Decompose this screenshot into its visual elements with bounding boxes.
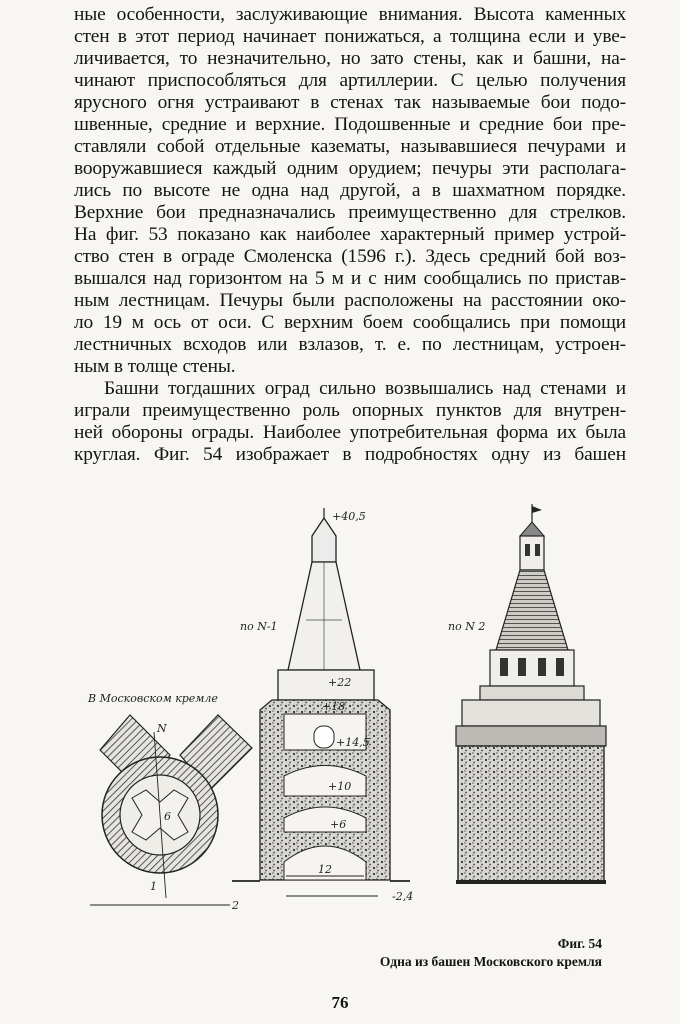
plan-label: В Московском кремле xyxy=(88,692,218,705)
text-line: Верхние бои предназначались преимущественно для стрелков. xyxy=(74,202,626,223)
text-line: Башни тогдашних оград сильно возвышались над стенами и xyxy=(104,378,626,399)
tower-figure xyxy=(60,500,620,920)
text-line: лестничных всходов или взлазов, т. е. по лестницам, устроен- xyxy=(74,334,626,355)
text-line: играли преимущественно роль опорных пунктов для внутрен- xyxy=(74,400,626,421)
text-line: ло 19 м ось от оси. С верхним боем сообщались при помощи xyxy=(74,312,626,333)
ground-mark: -2,4 xyxy=(392,890,414,903)
text-line: ней обороны ограды. Наиболее употребительная форма их была xyxy=(74,422,626,443)
text-line: вышался над горизонтом на 5 м и с ним сообщались по пристав- xyxy=(74,268,626,289)
text-line: ным лестницам. Печуры были расположены на расстоянии око- xyxy=(74,290,626,311)
text-line: швенные, средние и верхние. Подошвенные и средние бои пре- xyxy=(74,114,626,135)
plan-axis-6: 6 xyxy=(164,810,171,823)
text-line: круглая. Фиг. 54 изображает в подробностях одну из башен xyxy=(74,444,626,465)
text-line: стен в этот период начинает понижаться, а толщина если и уве- xyxy=(74,26,626,47)
plan-axis-1: 1 xyxy=(150,880,157,893)
tower-section-drawing xyxy=(232,508,413,903)
text-line: На фиг. 53 показано как наиболее характерный пример устрой- xyxy=(74,224,626,245)
text-line: чинают приспособляться для артиллерии. С целью получения xyxy=(74,70,626,91)
plan-axis-2: 2 xyxy=(232,899,239,912)
height-mark-18: +18 xyxy=(322,700,346,713)
body-text xyxy=(74,4,626,466)
width-mark: 12 xyxy=(318,863,332,876)
figure-caption: Одна из башен Московского кремля xyxy=(379,954,602,969)
text-line: ставляли собой отдельные казематы, называвшиеся печурами и xyxy=(74,136,626,157)
section-label: по N-1 xyxy=(240,620,278,633)
text-line: ные особенности, заслуживающие внимания. Высота каменных xyxy=(74,4,626,25)
top-height-mark: +40,5 xyxy=(332,510,366,523)
text-line: личивается, то незначительно, но зато стены, как и башни, на- xyxy=(74,48,626,69)
height-mark-14-5: +14,5 xyxy=(336,736,370,749)
height-mark-22: +22 xyxy=(328,676,352,689)
elevation-label: по N 2 xyxy=(448,620,486,633)
figure-label: Фиг. 54 xyxy=(557,936,602,951)
tower-plan-drawing xyxy=(87,692,252,912)
plan-axis-n: N xyxy=(157,722,167,735)
text-line: ство стен в ограде Смоленска (1596 г.). Здесь средний бой воз- xyxy=(74,246,626,267)
text-line: ярусного огня устраивают в стенах так называемые бои подо- xyxy=(74,92,626,113)
page-number: 76 xyxy=(331,993,349,1012)
text-line: вооружавшиеся каждый одним орудием; печуры эти располага- xyxy=(74,158,626,179)
height-mark-6: +6 xyxy=(330,818,347,831)
tower-elevation-drawing xyxy=(448,504,606,884)
text-line: ным в толще стены. xyxy=(74,356,236,377)
height-mark-10: +10 xyxy=(328,780,352,793)
text-line: лись по высоте не одна над другой, а в шахматном порядке. xyxy=(74,180,626,201)
